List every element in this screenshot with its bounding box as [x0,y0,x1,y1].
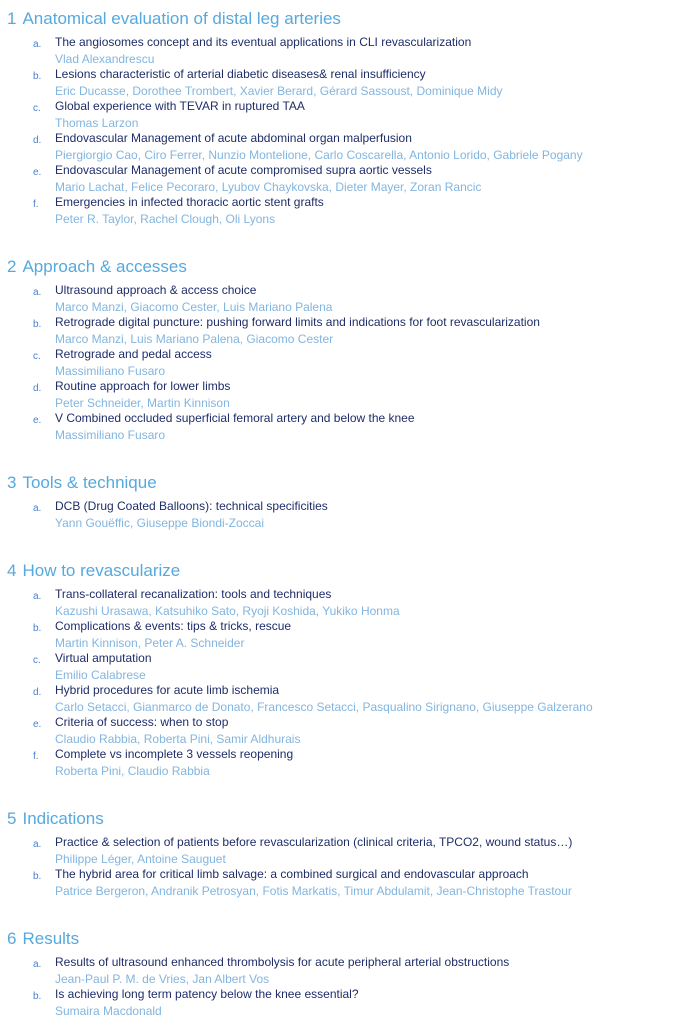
item-letter: a. [33,591,42,602]
item-letter: e. [33,719,42,730]
item-authors: Peter R. Taylor, Rachel Clough, Oli Lyons [55,212,276,226]
item-title: Emergencies in infected thoracic aortic stent grafts [55,195,324,209]
item-authors: Mario Lachat, Felice Pecoraro, Lyubov Chaykovska, Dieter Mayer, Zoran Rancic [55,180,482,194]
program-item [7,163,680,195]
item-title: Trans-collateral recanalization: tools and techniques [55,587,332,601]
item-title: Results of ultrasound enhanced thrombolysis for acute peripheral arterial obstructions [55,955,510,969]
item-authors: Massimiliano Fusaro [55,428,166,442]
item-title-row [7,35,680,52]
section-title: How to revascularize [22,561,181,580]
program-section [7,928,680,1019]
item-letter: f. [33,751,39,762]
section-title: Anatomical evaluation of distal leg arteries [22,9,341,28]
item-authors: Philippe Léger, Antoine Sauguet [55,852,226,866]
section-items [7,499,680,531]
program-item [7,987,680,1019]
item-authors: Kazushi Urasawa, Katsuhiko Sato, Ryoji Koshida, Yukiko Honma [55,604,400,618]
item-authors: Carlo Setacci, Gianmarco de Donato, Francesco Setacci, Pasqualino Sirignano, Giuseppe Galzerano [55,700,593,714]
program-item [7,195,680,227]
program-item [7,651,680,683]
program-item [7,835,680,867]
item-title: Complications & events: tips & tricks, rescue [55,619,292,633]
item-title: Global experience with TEVAR in ruptured TAA [55,99,305,113]
item-title: Retrograde digital puncture: pushing forward limits and indications for foot revascularization [55,315,540,329]
item-letter: a. [33,959,42,970]
item-letter: e. [33,415,42,426]
section-number: 2 [7,257,17,276]
program-item [7,411,680,443]
program-section [7,256,680,443]
item-title: DCB (Drug Coated Balloons): technical specificities [55,499,328,513]
item-title: The hybrid area for critical limb salvage: a combined surgical and endovascular approach [55,867,529,881]
program-item [7,867,680,899]
item-authors: Thomas Larzon [55,116,139,130]
program-item [7,955,680,987]
program-item [7,99,680,131]
item-title-row [7,747,680,764]
program-item [7,35,680,67]
item-title-row [7,411,680,428]
item-title: Complete vs incomplete 3 vessels reopening [55,747,294,761]
item-title-row [7,619,680,636]
program-section [7,560,680,779]
item-authors: Emilio Calabrese [55,668,146,682]
item-title-row [7,955,680,972]
item-letter: b. [33,871,42,882]
section-heading [7,472,680,494]
program-item [7,131,680,163]
section-number: 3 [7,473,17,492]
item-title-row [7,131,680,148]
item-title: Ultrasound approach & access choice [55,283,257,297]
item-title-row [7,379,680,396]
program-section [7,808,680,899]
item-title: Routine approach for lower limbs [55,379,231,393]
section-number: 5 [7,809,17,828]
item-authors: Claudio Rabbia, Roberta Pini, Samir Aldhurais [55,732,301,746]
item-title-row [7,835,680,852]
section-items [7,35,680,227]
item-authors: Piergiorgio Cao, Ciro Ferrer, Nunzio Montelione, Carlo Coscarella, Antonio Lorido, Gabriele Pogany [55,148,583,162]
section-number: 6 [7,929,17,948]
item-letter: f. [33,199,39,210]
item-authors: Roberta Pini, Claudio Rabbia [55,764,210,778]
item-title: The angiosomes concept and its eventual applications in CLI revascularization [55,35,472,49]
item-title: Retrograde and pedal access [55,347,212,361]
item-letter: d. [33,383,42,394]
section-heading [7,928,680,950]
item-title: Practice & selection of patients before revascularization (clinical criteria, TPCO2, wound status…) [55,835,573,849]
item-letter: a. [33,287,42,298]
item-title: Endovascular Management of acute compromised supra aortic vessels [55,163,432,177]
section-title: Indications [22,809,104,828]
program-item [7,619,680,651]
program-section [7,8,680,227]
item-letter: c. [33,103,41,114]
program-item [7,283,680,315]
program-item [7,315,680,347]
item-title-row [7,587,680,604]
item-letter: d. [33,687,42,698]
item-title-row [7,195,680,212]
program-outline [7,8,680,1019]
program-item [7,379,680,411]
item-letter: a. [33,39,42,50]
item-authors: Massimiliano Fusaro [55,364,166,378]
item-authors: Marco Manzi, Luis Mariano Palena, Giacomo Cester [55,332,334,346]
item-authors: Eric Ducasse, Dorothee Trombert, Xavier Berard, Gérard Sassoust, Dominique Midy [55,84,503,98]
item-title-row [7,683,680,700]
item-authors: Yann Gouëffic, Giuseppe Biondi-Zoccai [55,516,265,530]
item-letter: b. [33,319,42,330]
item-title: Endovascular Management of acute abdominal organ malperfusion [55,131,412,145]
program-item [7,747,680,779]
section-title: Approach & accesses [22,257,187,276]
item-title-row [7,67,680,84]
item-letter: c. [33,351,41,362]
program-section [7,472,680,531]
item-title-row [7,163,680,180]
item-title-row [7,987,680,1004]
item-title-row [7,99,680,116]
item-title: Criteria of success: when to stop [55,715,229,729]
section-heading [7,256,680,278]
section-heading [7,560,680,582]
item-letter: b. [33,991,42,1002]
section-title: Tools & technique [22,473,157,492]
section-heading [7,808,680,830]
item-letter: a. [33,839,42,850]
item-authors: Peter Schneider, Martin Kinnison [55,396,230,410]
section-number: 1 [7,9,17,28]
program-item [7,683,680,715]
item-title: Lesions characteristic of arterial diabetic diseases& renal insufficiency [55,67,426,81]
program-item [7,499,680,531]
item-authors: Sumaira Macdonald [55,1004,162,1018]
item-letter: e. [33,167,42,178]
section-items [7,283,680,443]
item-title: V Combined occluded superficial femoral artery and below the knee [55,411,415,425]
program-item [7,347,680,379]
program-item [7,67,680,99]
section-items [7,835,680,899]
item-title: Hybrid procedures for acute limb ischemia [55,683,280,697]
item-title-row [7,651,680,668]
item-title: Is achieving long term patency below the knee essential? [55,987,359,1001]
item-title-row [7,283,680,300]
section-items [7,955,680,1019]
item-title-row [7,867,680,884]
item-authors: Marco Manzi, Giacomo Cester, Luis Mariano Palena [55,300,333,314]
item-letter: c. [33,655,41,666]
item-letter: d. [33,135,42,146]
item-letter: a. [33,503,42,514]
item-authors: Vlad Alexandrescu [55,52,155,66]
section-number: 4 [7,561,17,580]
item-authors: Jean-Paul P. M. de Vries, Jan Albert Vos [55,972,270,986]
item-title-row [7,347,680,364]
item-title: Virtual amputation [55,651,152,665]
section-heading [7,8,680,30]
section-items [7,587,680,779]
item-letter: b. [33,623,42,634]
program-item [7,715,680,747]
item-letter: b. [33,71,42,82]
program-item [7,587,680,619]
item-title-row [7,499,680,516]
item-title-row [7,315,680,332]
item-authors: Patrice Bergeron, Andranik Petrosyan, Fotis Markatis, Timur Abdulamit, Jean-Christophe Trastour [55,884,572,898]
section-title: Results [22,929,80,948]
item-authors: Martin Kinnison, Peter A. Schneider [55,636,245,650]
item-title-row [7,715,680,732]
